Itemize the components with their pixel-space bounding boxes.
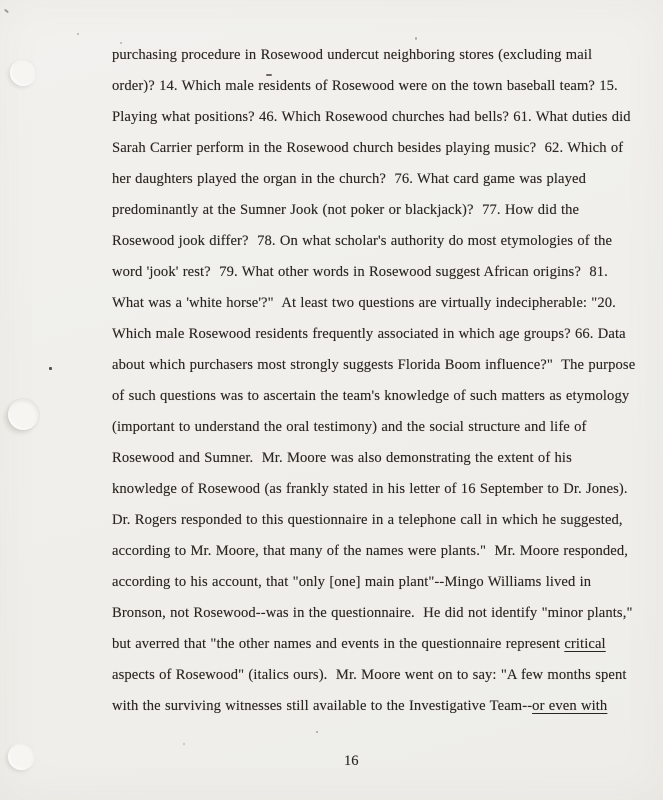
text-line <box>112 474 628 505</box>
text-line <box>112 629 612 660</box>
scan-speck <box>49 367 52 370</box>
text-segment: aspects of Rosewood" (italics ours). Mr. Moore went on to say: "A few months spent <box>112 667 627 683</box>
text-line <box>112 257 612 288</box>
text-segment: knowledge of Rosewood (as frankly stated in his letter of 16 September to Dr. Jones). <box>112 481 628 497</box>
text-segment: (important to understand the oral testimony) and the social structure and life of <box>112 419 587 435</box>
text-segment: Which male Rosewood residents frequently associated in which age groups? 66. Data <box>112 326 626 342</box>
text-segment: of such questions was to ascertain the team's knowledge of such matters as etymology <box>112 388 630 404</box>
text-line <box>112 691 612 722</box>
text-segment: her daughters played the organ in the church? 76. What card game was played <box>112 171 586 187</box>
text-line <box>112 164 612 195</box>
underlined-text: critical <box>564 636 606 652</box>
hole-punch-bottom <box>8 743 35 770</box>
text-line <box>112 40 612 71</box>
scan-speck <box>77 33 79 35</box>
text-segment: What was a 'white horse'?" At least two questions are virtually indecipherable: "20. <box>112 295 616 311</box>
scan-speck <box>183 743 185 745</box>
text-segment: Dr. Rogers responded to this questionnaire in a telephone call in which he suggested, <box>112 512 623 528</box>
text-segment: purchasing procedure in Rosewood undercut neighboring stores (excluding mail <box>112 47 593 63</box>
text-line <box>112 536 629 567</box>
text-line <box>112 71 618 102</box>
text-line <box>112 350 636 381</box>
text-line <box>112 412 612 443</box>
text-segment: with the surviving witnesses still available to the Investigative Team-- <box>112 698 533 714</box>
scan-speck <box>4 9 9 14</box>
scan-speck <box>316 731 318 733</box>
text-segment: according to his account, that "only [one] main plant"--Mingo Williams lived in <box>112 574 592 590</box>
page-number: 16 <box>344 753 359 769</box>
text-segment: Playing what positions? 46. Which Rosewood churches had bells? 61. What duties did <box>112 109 631 125</box>
document-text <box>112 40 636 722</box>
text-line <box>112 660 627 691</box>
text-segment: word 'jook' rest? 79. What other words in Rosewood suggest African origins? 81. <box>112 264 608 280</box>
text-line <box>112 443 612 474</box>
underlined-text: or even with <box>532 698 608 714</box>
text-line <box>112 195 612 226</box>
text-segment: Bronson, not Rosewood--was in the questionnaire. He did not identify "minor plants," <box>112 605 633 621</box>
text-segment: predominantly at the Sumner Jook (not poker or blackjack)? 77. How did the <box>112 202 580 218</box>
text-segment: but averred that "the other names and events in the questionnaire represent <box>112 636 565 652</box>
text-line <box>112 102 631 133</box>
text-line <box>112 319 626 350</box>
text-segment: according to Mr. Moore, that many of the names were plants." Mr. Moore responded, <box>112 543 629 559</box>
text-segment: order)? 14. Which male residents of Rosewood were on the town baseball team? 15. <box>112 78 618 94</box>
text-line <box>112 226 612 257</box>
text-segment: about which purchasers most strongly suggests Florida Boom influence?" The purpose <box>112 357 636 373</box>
text-line <box>112 381 630 412</box>
text-segment: Rosewood and Sumner. Mr. Moore was also demonstrating the extent of his <box>112 450 572 466</box>
text-line <box>112 567 612 598</box>
hole-punch-top <box>10 59 37 86</box>
text-line <box>112 133 624 164</box>
hole-punch-middle <box>8 399 39 430</box>
text-segment: Sarah Carrier perform in the Rosewood church besides playing music? 62. Which of <box>112 140 624 156</box>
text-line <box>112 505 623 536</box>
text-line <box>112 598 633 629</box>
text-line <box>112 288 616 319</box>
text-segment: Rosewood jook differ? 78. On what scholar's authority do most etymologies of the <box>112 233 613 249</box>
